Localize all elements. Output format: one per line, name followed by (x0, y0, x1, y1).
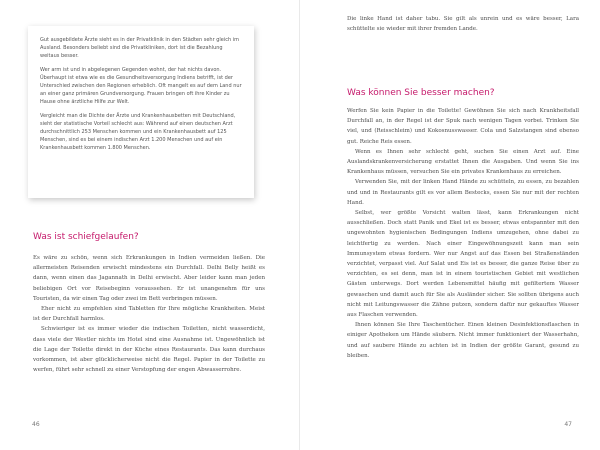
right-page (300, 0, 600, 450)
right-paragraph-2: Wenn es Ihnen sehr schlecht geht, suchen Sie einen Arzt auf. Eine Auslandskrankenversicherung erstattet Ihnen die Ausgaben. Und wenn Sie ins Krankenhaus müssen, versuchen Sie ein privates Krankenhaus zu erreichen. (347, 148, 579, 176)
info-box-paragraph-1: Gut ausgebildete Ärzte sieht es in der Privatklinik in den Städten sehr gleich im Ausland. Besonders beliebt sind die Privatkliniken, dort ist die Bezahlung weitaus besser. (40, 37, 240, 60)
right-paragraph-5: Ihnen können Sie Ihre Taschentücher. Einen kleinen Desinfektionsflaschen in einiger Apotheken um Hände säubern. Nicht immer funktioniert der Wasserhahn, und auf saubere Hände zu achten ist in Indien der größte Garant, gesund zu bleiben. (347, 322, 579, 359)
section-heading-left: Was ist schiefgelaufen? (33, 232, 139, 242)
right-top-text (347, 14, 579, 34)
right-paragraph-3: Verwenden Sie, mit der linken Hand Hände zu schütteln, zu essen, zu bezahlen und und in Restaurants gilt es vor allem Bestecks, essen Sie nur mit der rechten Hand. (347, 179, 579, 206)
left-paragraph-3: Schwieriger ist es immer wieder die indischen Toiletten, nicht wasserdicht, dass viele der Westler nichts im Hotel sind eine Ausnahme ist. Ungewöhnlich ist die Lage der Toilette direkt in der Küche eines Restaurants. Das kann durchaus vorkommen, ist aber glücklicherweise nicht die Regel. Papier in der Toilette zu werfen, führt sehr schnell zu einer Verstopfung der engen Abwasserrohre. (33, 326, 265, 374)
right-paragraph-4: Selbst, wer größte Vorsicht walten lässt, kann Erkrankungen nicht ausschließen. Doch statt Panik und Ekel ist es besser, etwas entspannter mit den ungewohnten hygienischen Bedingungen Indiens umzugehen, ohne dabei zu leichtfertig zu werden. Nach einer Eingewöhnungszeit kann man sein Immunsystem etwas fordern. Wer nur Angst auf das Essen bei Straßenständen verzichtet, verpasst viel. Auf Salat und Eis ist es besser, die ganze Reise über zu verzichten, es sei denn, man ist in einem touristischen Gebiet mit westlichen Gästen unterwegs. Dort werden Lebensmittel häufig mit gefiltertem Wasser gewaschen und damit auch für Sie als Ausländer sicher. Sie sollten übrigens auch nicht mit Leitungswasser die Zähne putzen, sondern dafür nur gekauftes Wasser aus Flaschen verwenden. (347, 210, 579, 319)
right-body-text (347, 106, 579, 361)
left-paragraph-1: Es wäre zu schön, wenn sich Erkrankungen in Indien vermeiden ließen. Die allermeisten Reisenden erwischt mindestens ein Durchfall. Delhi Belly heißt es dann, wenn einen das Jagannath in Delhi erwischt. Aber leider kann man jeden beliebigen Ort vor Reisebeginn voraussehen. Er ist unangenehm für uns Touristen, da wir einen Tag oder zwei im Bett verbringen müssen. (33, 255, 265, 302)
left-body-text (33, 253, 265, 375)
right-paragraph-1: Werfen Sie kein Papier in die Toilette! Gewöhnen Sie sich nach Krankheitsfall Durchfall an, in der Regel ist der Spuk nach wenigen Tagen vorbei. Trinken Sie viel, und (Reisschleim) und Kokosnusswasser. Cola und Salzstangen sind ebenso gut. Reiche Reis essen. (347, 108, 579, 145)
page-number-left: 46 (32, 421, 40, 428)
left-page (0, 0, 299, 450)
left-paragraph-2: Eher nicht zu empfehlen sind Tabletten für Ihre mögliche Krankheiten. Meist ist der Durchfall harmlos. (33, 306, 265, 323)
section-heading-right: Was können Sie besser machen? (347, 88, 495, 98)
info-box (28, 26, 254, 198)
page-number-right: 47 (564, 421, 572, 428)
info-box-paragraph-3: Vergleicht man die Dichte der Ärzte und Krankenhausbetten mit Deutschland, sieht der statistische Vorteil schlecht aus: Während auf einen deutschen Arzt durchschnittlich 253 Menschen kommen und ein Krankenhausbett auf 125 Menschen, sind es bei einem indischen Arzt 1.200 Menschen und auf ein Krankenhausbett kommen 1.800 Menschen. (40, 112, 236, 152)
right-top-paragraph: Die linke Hand ist daher tabu. Sie gilt als unrein und es wäre besser, Lara schüttelte sie wieder mit ihrer fremden Lande. (347, 16, 579, 33)
info-box-paragraph-2: Wer arm ist und in abgelegenen Gegenden wohnt, der hat nichts davon. Überhaupt ist etwa wie es die Gesundheitsversorgung Indiens betrifft, ist der Unterschied zwischen den Regionen erheblich. Oft mangelt es auf dem Land nur an einer ganz primären Grundversorgung. Frauen bringen oft ihre Kinder zu Hause ohne ärztliche Hilfe zur Welt. (40, 66, 242, 106)
